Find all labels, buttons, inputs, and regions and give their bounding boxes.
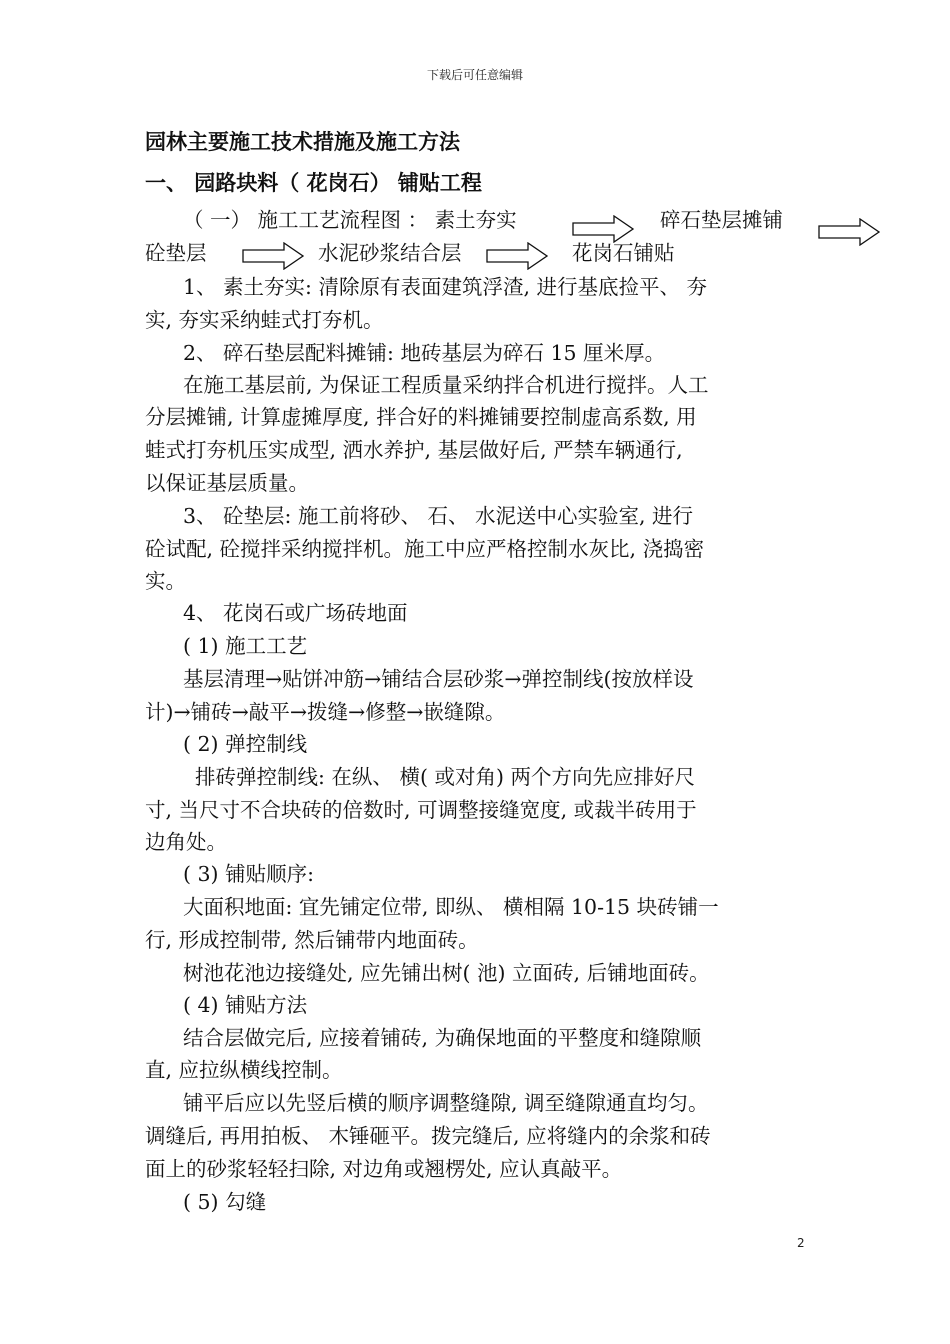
body-line: 实, 夯实采纳蛙式打夯机。 [145, 308, 384, 332]
flow-step-4: 水泥砂浆结合层 [318, 241, 462, 265]
page-header: 下载后可任意编辑 [426, 68, 523, 82]
body-line: 基层清理→贴饼冲筋→铺结合层砂浆→弹控制线(按放样设 [183, 667, 694, 691]
body-line: 大面积地面: 宜先铺定位带, 即纵、 横相隔 10-15 块砖铺一 [183, 895, 719, 919]
flow-arrow-4 [486, 242, 548, 270]
body-line: 2、 碎石垫层配料摊铺: 地砖基层为碎石 15 厘米厚。 [183, 341, 666, 365]
body-line: 4、 花岗石或广场砖地面 [183, 601, 408, 625]
body-line: 边角处。 [145, 830, 227, 854]
flow-arrow-1 [572, 215, 634, 243]
body-line: 1、 素土夯实: 清除原有表面建筑浮渣, 进行基底捡平、 夯 [183, 275, 708, 299]
flow-arrow-3 [242, 242, 304, 270]
body-line: 铺平后应以先竖后横的顺序调整缝隙, 调至缝隙通直均匀。 [183, 1091, 709, 1115]
body-line: 面上的砂浆轻轻扫除, 对边角或翘楞处, 应认真敲平。 [145, 1157, 623, 1181]
body-line: 直, 应拉纵横线控制。 [145, 1058, 343, 1082]
page-number: 2 [797, 1236, 805, 1250]
body-line: 结合层做完后, 应接着铺砖, 为确保地面的平整度和缝隙顺 [183, 1026, 702, 1050]
body-line: 砼试配, 砼搅拌采纳搅拌机。施工中应严格控制水灰比, 浇捣密 [145, 537, 705, 561]
body-line: 行, 形成控制带, 然后铺带内地面砖。 [145, 928, 479, 952]
body-line: 蛙式打夯机压实成型, 洒水养护, 基层做好后, 严禁车辆通行, [145, 438, 683, 462]
body-line: 寸, 当尺寸不合块砖的倍数时, 可调整接缝宽度, 或裁半砖用于 [145, 798, 697, 822]
body-line: 计)→铺砖→敲平→拨缝→修整→嵌缝隙。 [145, 700, 506, 724]
body-line: 树池花池边接缝处, 应先铺出树( 池) 立面砖, 后铺地面砖。 [183, 961, 710, 985]
body-line: ( 3) 铺贴顺序: [183, 862, 314, 886]
body-line: ( 2) 弹控制线 [183, 732, 308, 756]
section-heading: 一、 园路块料（ 花岗石） 铺贴工程 [145, 171, 482, 195]
flow-step-5: 花岗石铺贴 [572, 241, 675, 265]
flow-step-2: 碎石垫层摊铺 [660, 208, 783, 232]
body-line: 以保证基层质量。 [145, 471, 309, 495]
body-line: 在施工基层前, 为保证工程质量采纳拌合机进行搅拌。人工 [183, 373, 709, 397]
body-line: 3、 砼垫层: 施工前将砂、 石、 水泥送中心实验室, 进行 [183, 504, 694, 528]
body-line: ( 5) 勾缝 [183, 1190, 267, 1214]
body-line: 排砖弹控制线: 在纵、 横( 或对角) 两个方向先应排好尺 [195, 765, 695, 789]
document-title: 园林主要施工技术措施及施工方法 [145, 130, 460, 154]
body-line: ( 4) 铺贴方法 [183, 993, 308, 1017]
flow-intro: （ 一） 施工工艺流程图 ： 素土夯实 [183, 208, 517, 232]
body-line: 调缝后, 再用拍板、 木锤砸平。拨完缝后, 应将缝内的余浆和砖 [145, 1124, 711, 1148]
flow-arrow-2 [818, 218, 880, 246]
body-line: 分层摊铺, 计算虚摊厚度, 拌合好的料摊铺要控制虚高系数, 用 [145, 405, 697, 429]
flow-step-3: 砼垫层 [145, 241, 207, 265]
body-line: 实。 [145, 569, 186, 593]
body-line: ( 1) 施工工艺 [183, 634, 308, 658]
